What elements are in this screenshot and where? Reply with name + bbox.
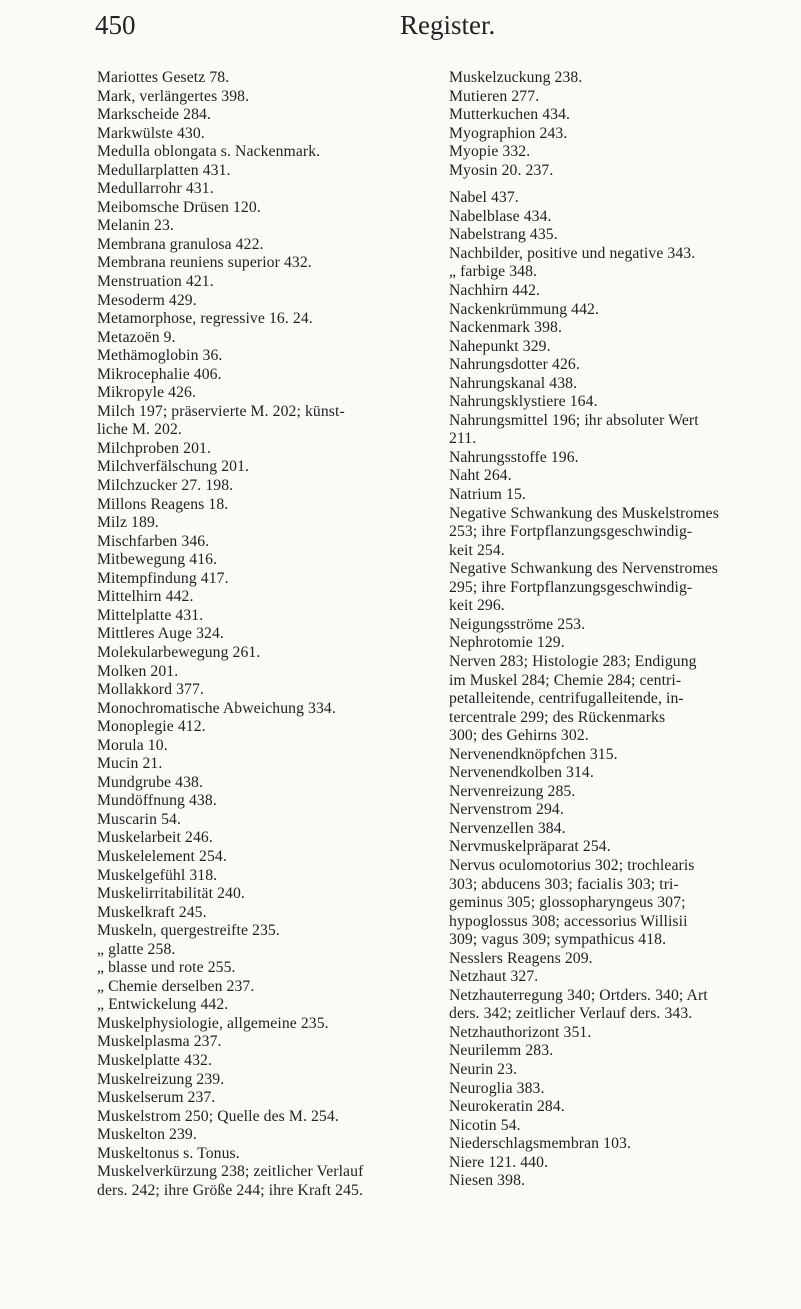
index-entry: Niesen 398. [449,1172,526,1190]
index-entry: Membrana granulosa 422. [97,235,264,253]
index-entry: Nachhirn 442. [449,282,541,300]
index-entry: Mark, verlängertes 398. [97,87,250,105]
index-entry: Nackenkrümmung 442. [449,300,600,318]
index-entry: ders. 342; zeitlicher Verlauf ders. 343. [449,1005,693,1023]
index-entry: Mikrocephalie 406. [97,365,222,383]
index-entry: Muskelarbeit 246. [97,829,213,847]
index-entry: Naht 264. [449,467,512,485]
index-entry: 295; ihre Fortpflanzungsgeschwindig- [449,578,693,596]
index-entry: Muskeltonus s. Tonus. [97,1144,240,1162]
index-entry: Muskelirritabilität 240. [97,885,245,903]
index-entry: Nervenendkolben 314. [449,764,594,782]
index-entry: Muskelplasma 237. [97,1033,222,1051]
index-entry: Niere 121. 440. [449,1153,549,1171]
index-entry: Mutterkuchen 434. [449,106,571,124]
index-entry: Mittleres Auge 324. [97,625,224,643]
index-entry: Medullarplatten 431. [97,161,231,179]
index-entry: Netzhauterregung 340; Ortders. 340; Art [449,986,708,1004]
index-entry: Muskelstrom 250; Quelle des M. 254. [97,1107,339,1125]
index-entry: Milchzucker 27. 198. [97,477,234,495]
index-entry: Nahrungsdotter 426. [449,356,580,374]
index-entry: Mundöffnung 438. [97,792,217,810]
index-entry: Mitbewegung 416. [97,551,218,569]
index-entry: Nervus oculomotorius 302; trochlearis [449,856,695,874]
index-entry: Millons Reagens 18. [97,495,229,513]
index-entry: Nervenreizung 285. [449,782,576,800]
index-entry: Netzhauthorizont 351. [449,1023,592,1041]
index-entry: Mundgrube 438. [97,773,203,791]
index-entry: Mischfarben 346. [97,532,210,550]
index-entry: Nerven 283; Histologie 283; Endigung [449,652,697,670]
index-entry: im Muskel 284; Chemie 284; centri- [449,671,682,689]
index-entry: geminus 305; glossopharyngeus 307; [449,894,686,912]
index-column-right [449,69,789,1191]
index-entry: Mesoderm 429. [97,291,197,309]
index-entry [449,180,789,189]
index-entry: Nephrotomie 129. [449,634,565,652]
index-entry: Muskelelement 254. [97,847,227,865]
index-entry: Nahrungskanal 438. [449,374,578,392]
index-entry: Mitempfindung 417. [97,569,229,587]
index-entry: Myopie 332. [449,143,531,161]
page-number: 450 [95,10,136,40]
index-entry: Muskelverkürzung 238; zeitlicher Verlauf [97,1163,364,1181]
running-title: Register. [400,10,496,40]
index-entry: „ Chemie derselben 237. [97,977,255,995]
index-entry: Mollakkord 377. [97,681,204,699]
index-entry: Muskelzuckung 238. [449,69,583,86]
index-entry: Mucin 21. [97,755,163,773]
index-entry: ders. 242; ihre Größe 244; ihre Kraft 245. [97,1181,364,1199]
index-entry: Metazoën 9. [97,328,176,346]
index-entry: Muskelplatte 432. [97,1051,212,1069]
index-entry: Muskelserum 237. [97,1089,216,1107]
index-entry: Markscheide 284. [97,106,211,124]
index-entry: Nachbilder, positive und negative 343. [449,244,696,262]
index-entry: Morula 10. [97,736,168,754]
index-entry: Nervenstrom 294. [449,801,564,819]
index-entry: Mutieren 277. [449,87,540,105]
index-entry: Nervenendknöpfchen 315. [449,745,618,763]
index-entry: Nervenzellen 384. [449,819,566,837]
index-entry: Niederschlagsmembran 103. [449,1135,631,1153]
index-entry: Nesslers Reagens 209. [449,949,593,967]
index-entry: Medullarrohr 431. [97,180,214,198]
index-entry: „ blasse und rote 255. [97,959,236,977]
index-entry: Monoplegie 412. [97,718,206,736]
index-entry: Natrium 15. [449,486,526,504]
index-entry: 253; ihre Fortpflanzungsgeschwindig- [449,523,693,541]
index-entry: Mittelhirn 442. [97,588,194,606]
index-entry: 303; abducens 303; facialis 303; tri- [449,875,679,893]
index-entry: Nahrungsmittel 196; ihr absoluter Wert [449,411,699,429]
index-entry: 309; vagus 309; sympathicus 418. [449,931,667,949]
index-entry: Neigungsströme 253. [449,615,586,633]
index-entry: Nahrungsstoffe 196. [449,448,579,466]
index-entry: Milz 189. [97,514,159,532]
index-entry: Membrana reuniens superior 432. [97,254,312,272]
index-entry: Nabelstrang 435. [449,226,558,244]
index-entry: Mariottes Gesetz 78. [97,69,230,86]
index-entry: Monochromatische Abweichung 334. [97,699,336,717]
index-column-left [97,69,432,1200]
index-entry: Netzhaut 327. [449,968,539,986]
index-entry: Nahrungsklystiere 164. [449,393,598,411]
index-entry: Milch 197; präservierte M. 202; künst- [97,402,345,420]
index-entry: Nervmuskelpräparat 254. [449,838,611,856]
index-entry: Nahepunkt 329. [449,337,551,355]
page-header [95,10,761,50]
index-entry: liche M. 202. [97,421,182,439]
index-entry: Muskelphysiologie, allgemeine 235. [97,1014,329,1032]
index-entry: Neurilemm 283. [449,1042,554,1060]
index-entry: Mikropyle 426. [97,384,197,402]
index-entry: Nabelblase 434. [449,207,552,225]
index-entry: Neuroglia 383. [449,1079,545,1097]
index-entry: tercentrale 299; des Rückenmarks [449,708,666,726]
index-entry: keit 254. [449,541,505,559]
index-entry: Negative Schwankung des Muskelstromes [449,504,719,522]
index-entry: Milchverfälschung 201. [97,458,250,476]
index-entry: Milchproben 201. [97,439,212,457]
index-entry: Muskelkraft 245. [97,903,207,921]
index-entry: Myosin 20. 237. [449,161,554,179]
index-entry: Molekularbewegung 261. [97,643,261,661]
index-entry: Markwülste 430. [97,124,205,142]
index-entry: 211. [449,430,477,448]
index-entry: Nicotin 54. [449,1116,521,1134]
index-entry: „ Entwickelung 442. [97,996,229,1014]
index-entry: keit 296. [449,597,505,615]
index-entry: Nackenmark 398. [449,319,563,337]
index-entry: Medulla oblongata s. Nackenmark. [97,143,321,161]
index-entry: Meibomsche Drüsen 120. [97,198,261,216]
index-entry: Muscarin 54. [97,810,181,828]
index-entry: Neurin 23. [449,1060,518,1078]
index-entry: Negative Schwankung des Nervenstromes [449,560,719,578]
index-entry: Muskelreizung 239. [97,1070,225,1088]
index-entry: Molken 201. [97,662,179,680]
index-entry: Melanin 23. [97,217,174,235]
index-entry: „ farbige 348. [449,263,538,281]
index-entry: Muskeln, quergestreifte 235. [97,922,280,940]
index-entry: Myographion 243. [449,124,568,142]
index-entry: petalleitende, centrifugalleitende, in- [449,690,684,708]
index-entry: Mittelplatte 431. [97,606,204,624]
index-entry: Metamorphose, regressive 16. 24. [97,310,313,328]
index-entry: hypoglossus 308; accessorius Willisii [449,912,688,930]
index-entry: „ glatte 258. [97,940,176,958]
index-entry: Nabel 437. [449,189,519,207]
index-entry: Muskelton 239. [97,1126,197,1144]
index-entry: Muskelgefühl 318. [97,866,218,884]
index-entry: Neurokeratin 284. [449,1098,565,1116]
index-entry: Methämoglobin 36. [97,347,223,365]
index-entry: Menstruation 421. [97,273,214,291]
index-entry: 300; des Gehirns 302. [449,727,589,745]
